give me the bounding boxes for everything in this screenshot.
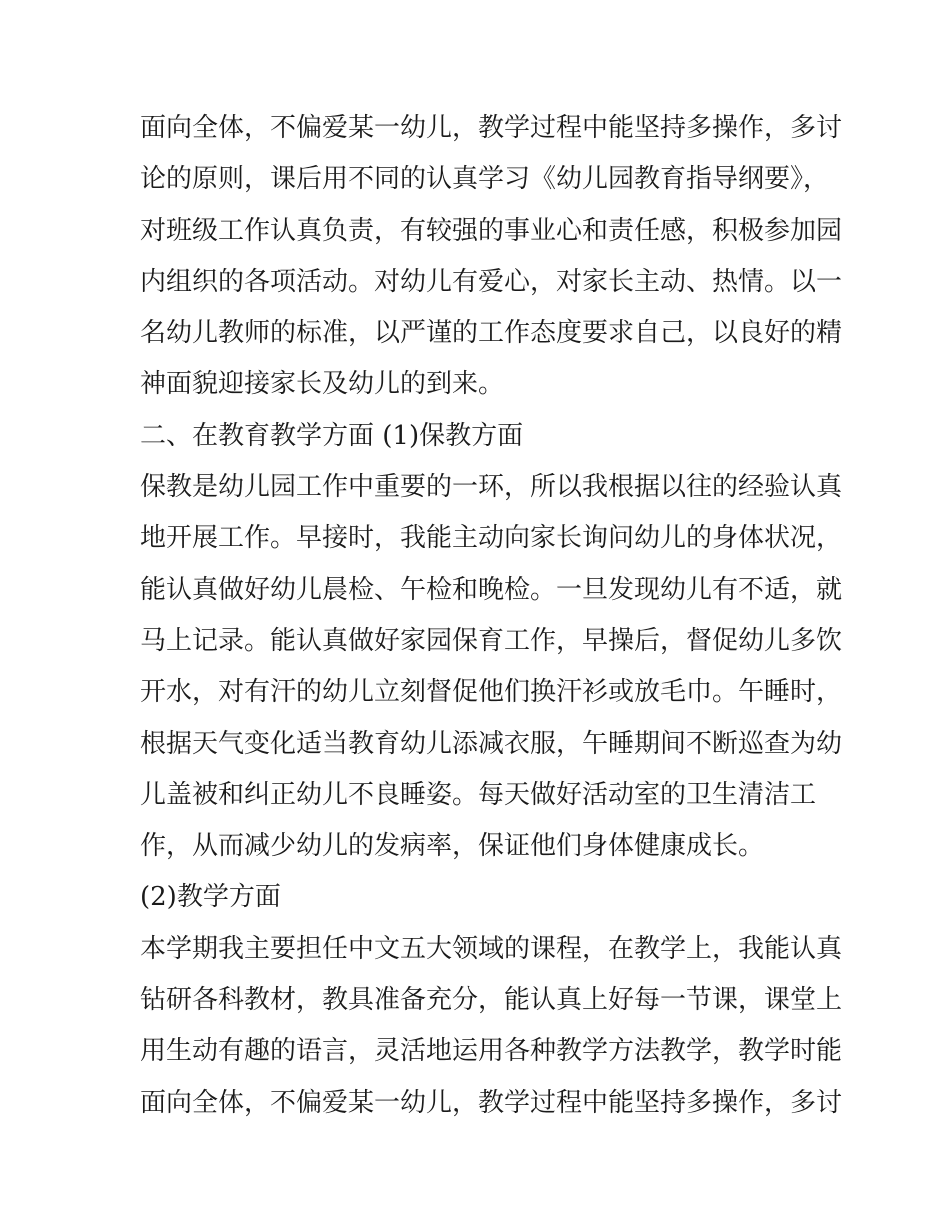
text-line: 本学期我主要担任中文五大领域的课程，在教学上，我能认真 — [140, 933, 843, 964]
text-line: 根据天气变化适当教育幼儿添减衣服，午睡期间不断巡查为幼 — [140, 728, 843, 759]
text-line: 用生动有趣的语言，灵活地运用各种教学方法教学，教学时能 — [140, 1036, 843, 1067]
document-body — [140, 103, 843, 1129]
text-line: 马上记录。能认真做好家园保育工作，早操后，督促幼儿多饮 — [140, 625, 843, 656]
text-line: 名幼儿教师的标准，以严谨的工作态度要求自己，以良好的精 — [140, 318, 843, 349]
subsection-heading: (2)教学方面 — [140, 882, 281, 913]
text-line: 钻研各科教材，教具准备充分，能认真上好每一节课，课堂上 — [140, 985, 843, 1016]
text-line: 对班级工作认真负责，有较强的事业心和责任感，积极参加园 — [140, 215, 843, 246]
text-line: 内组织的各项活动。对幼儿有爱心，对家长主动、热情。以一 — [140, 266, 843, 297]
text-line: 开水，对有汗的幼儿立刻督促他们换汗衫或放毛巾。午睡时， — [140, 677, 843, 708]
text-line: 儿盖被和纠正幼儿不良睡姿。每天做好活动室的卫生清洁工 — [140, 779, 817, 810]
text-line: 作，从而减少幼儿的发病率，保证他们身体健康成长。 — [140, 831, 765, 862]
text-line: 面向全体，不偏爱某一幼儿，教学过程中能坚持多操作，多讨 — [140, 1087, 843, 1118]
section-heading: 二、在教育教学方面 (1)保教方面 — [140, 420, 524, 451]
text-line: 地开展工作。早接时，我能主动向家长询问幼儿的身体状况， — [140, 523, 843, 554]
text-line: 保教是幼儿园工作中重要的一环，所以我根据以往的经验认真 — [140, 472, 843, 503]
text-line: 神面貌迎接家长及幼儿的到来。 — [140, 369, 505, 400]
text-line: 面向全体，不偏爱某一幼儿，教学过程中能坚持多操作，多讨 — [140, 113, 843, 143]
text-line: 能认真做好幼儿晨检、午检和晚检。一旦发现幼儿有不适，就 — [140, 574, 843, 605]
text-line: 论的原则，课后用不同的认真学习《幼儿园教育指导纲要》， — [140, 164, 830, 195]
